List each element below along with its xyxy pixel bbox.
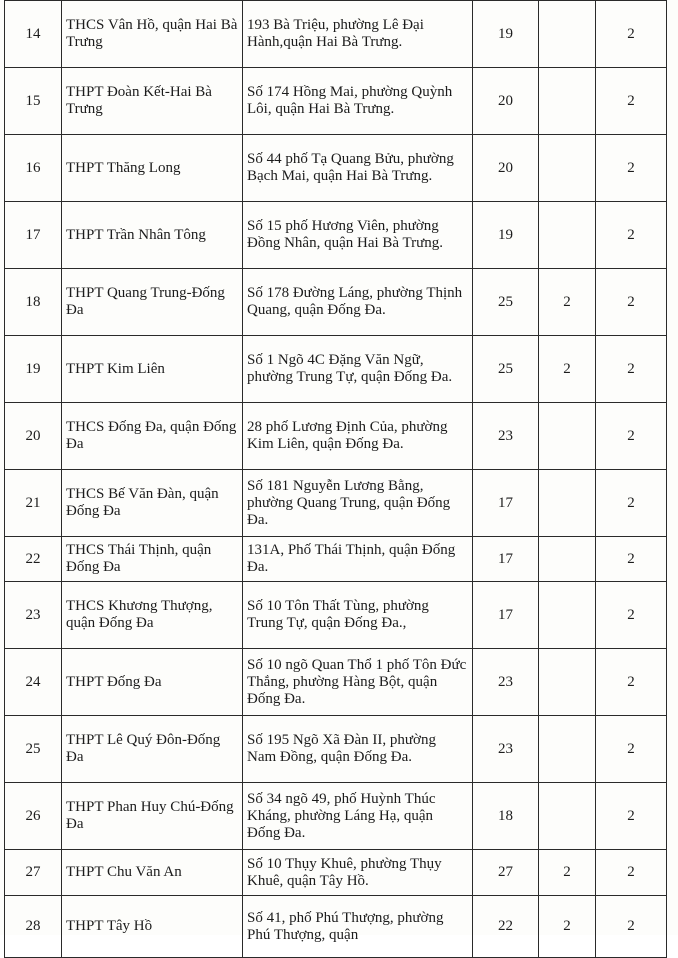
- school-name: THPT Trần Nhân Tông: [62, 202, 243, 269]
- table-row: [5, 269, 667, 336]
- school-address: Số 10 ngõ Quan Thổ 1 phố Tôn Đức Thắng, phường Hàng Bột, quận Đống Đa.: [243, 649, 473, 716]
- row-number: 23: [5, 582, 62, 649]
- school-address: Số 1 Ngõ 4C Đặng Văn Ngữ, phường Trung Tự, quận Đống Đa.: [243, 336, 473, 403]
- value-col-2: [539, 537, 596, 582]
- row-number: 20: [5, 403, 62, 470]
- school-name: THPT Lê Quý Đôn-Đống Đa: [62, 716, 243, 783]
- school-address: 131A, Phố Thái Thịnh, quận Đống Đa.: [243, 537, 473, 582]
- school-address: Số 195 Ngõ Xã Đàn II, phường Nam Đồng, quận Đống Đa.: [243, 716, 473, 783]
- value-col-1: 20: [473, 135, 539, 202]
- row-number: 17: [5, 202, 62, 269]
- value-col-2: [539, 470, 596, 537]
- value-col-3: 2: [596, 649, 667, 716]
- value-col-3: 2: [596, 582, 667, 649]
- value-col-1: 18: [473, 783, 539, 850]
- table-row: [5, 716, 667, 783]
- value-col-1: 23: [473, 716, 539, 783]
- school-address: Số 174 Hồng Mai, phường Quỳnh Lôi, quận Hai Bà Trưng.: [243, 68, 473, 135]
- table-row: [5, 896, 667, 958]
- school-name: THCS Bế Văn Đàn, quận Đống Đa: [62, 470, 243, 537]
- school-name: THPT Quang Trung-Đống Đa: [62, 269, 243, 336]
- value-col-3: 2: [596, 896, 667, 958]
- table-row: [5, 135, 667, 202]
- table-row: [5, 783, 667, 850]
- table-row: [5, 202, 667, 269]
- value-col-3: 2: [596, 1, 667, 68]
- value-col-3: 2: [596, 202, 667, 269]
- value-col-3: 2: [596, 850, 667, 896]
- table-body: [5, 1, 667, 958]
- school-name: THPT Phan Huy Chú-Đống Đa: [62, 783, 243, 850]
- school-address: Số 10 Thụy Khuê, phường Thụy Khuê, quận Tây Hồ.: [243, 850, 473, 896]
- table-row: [5, 68, 667, 135]
- school-name: THPT Tây Hồ: [62, 896, 243, 958]
- school-name: THPT Thăng Long: [62, 135, 243, 202]
- row-number: 24: [5, 649, 62, 716]
- value-col-1: 23: [473, 649, 539, 716]
- value-col-1: 25: [473, 336, 539, 403]
- value-col-2: 2: [539, 269, 596, 336]
- table-row: [5, 403, 667, 470]
- table-row: [5, 336, 667, 403]
- value-col-2: [539, 202, 596, 269]
- school-address: Số 181 Nguyễn Lương Bằng, phường Quang Trung, quận Đống Đa.: [243, 470, 473, 537]
- table-row: [5, 537, 667, 582]
- value-col-3: 2: [596, 135, 667, 202]
- value-col-2: [539, 582, 596, 649]
- school-address: Số 15 phố Hương Viên, phường Đồng Nhân, quận Hai Bà Trưng.: [243, 202, 473, 269]
- value-col-2: [539, 68, 596, 135]
- table-row: [5, 850, 667, 896]
- row-number: 27: [5, 850, 62, 896]
- value-col-2: [539, 783, 596, 850]
- row-number: 22: [5, 537, 62, 582]
- row-number: 16: [5, 135, 62, 202]
- row-number: 19: [5, 336, 62, 403]
- table-row: [5, 649, 667, 716]
- value-col-1: 20: [473, 68, 539, 135]
- value-col-2: 2: [539, 336, 596, 403]
- value-col-1: 19: [473, 1, 539, 68]
- value-col-2: [539, 649, 596, 716]
- row-number: 18: [5, 269, 62, 336]
- row-number: 28: [5, 896, 62, 958]
- school-address: Số 34 ngõ 49, phố Huỳnh Thúc Kháng, phường Láng Hạ, quận Đống Đa.: [243, 783, 473, 850]
- school-address: Số 41, phố Phú Thượng, phường Phú Thượng, quận: [243, 896, 473, 958]
- value-col-1: 17: [473, 582, 539, 649]
- school-address: 28 phố Lương Định Của, phường Kim Liên, quận Đống Đa.: [243, 403, 473, 470]
- school-name: THCS Vân Hồ, quận Hai Bà Trưng: [62, 1, 243, 68]
- value-col-2: [539, 403, 596, 470]
- table-row: [5, 582, 667, 649]
- school-name: THPT Đống Đa: [62, 649, 243, 716]
- value-col-2: [539, 1, 596, 68]
- school-address: Số 44 phố Tạ Quang Bửu, phường Bạch Mai, quận Hai Bà Trưng.: [243, 135, 473, 202]
- value-col-1: 17: [473, 470, 539, 537]
- value-col-3: 2: [596, 269, 667, 336]
- table-row: [5, 470, 667, 537]
- value-col-2: 2: [539, 850, 596, 896]
- value-col-1: 19: [473, 202, 539, 269]
- row-number: 25: [5, 716, 62, 783]
- school-name: THCS Khương Thượng, quận Đống Đa: [62, 582, 243, 649]
- school-address: Số 178 Đường Láng, phường Thịnh Quang, quận Đống Đa.: [243, 269, 473, 336]
- school-address: Số 10 Tôn Thất Tùng, phường Trung Tự, quận Đống Đa.,: [243, 582, 473, 649]
- row-number: 15: [5, 68, 62, 135]
- value-col-3: 2: [596, 716, 667, 783]
- school-table: [4, 0, 667, 958]
- value-col-1: 25: [473, 269, 539, 336]
- value-col-1: 17: [473, 537, 539, 582]
- value-col-2: 2: [539, 896, 596, 958]
- school-name: THPT Chu Văn An: [62, 850, 243, 896]
- value-col-3: 2: [596, 783, 667, 850]
- value-col-1: 22: [473, 896, 539, 958]
- school-address: 193 Bà Triệu, phường Lê Đại Hành,quận Hai Bà Trưng.: [243, 1, 473, 68]
- value-col-2: [539, 716, 596, 783]
- school-name: THCS Thái Thịnh, quận Đống Đa: [62, 537, 243, 582]
- value-col-3: 2: [596, 470, 667, 537]
- school-name: THPT Kim Liên: [62, 336, 243, 403]
- school-name: THPT Đoàn Kết-Hai Bà Trưng: [62, 68, 243, 135]
- row-number: 14: [5, 1, 62, 68]
- value-col-1: 27: [473, 850, 539, 896]
- value-col-3: 2: [596, 403, 667, 470]
- row-number: 26: [5, 783, 62, 850]
- value-col-3: 2: [596, 537, 667, 582]
- row-number: 21: [5, 470, 62, 537]
- value-col-2: [539, 135, 596, 202]
- table-row: [5, 1, 667, 68]
- value-col-3: 2: [596, 68, 667, 135]
- value-col-1: 23: [473, 403, 539, 470]
- value-col-3: 2: [596, 336, 667, 403]
- school-name: THCS Đống Đa, quận Đống Đa: [62, 403, 243, 470]
